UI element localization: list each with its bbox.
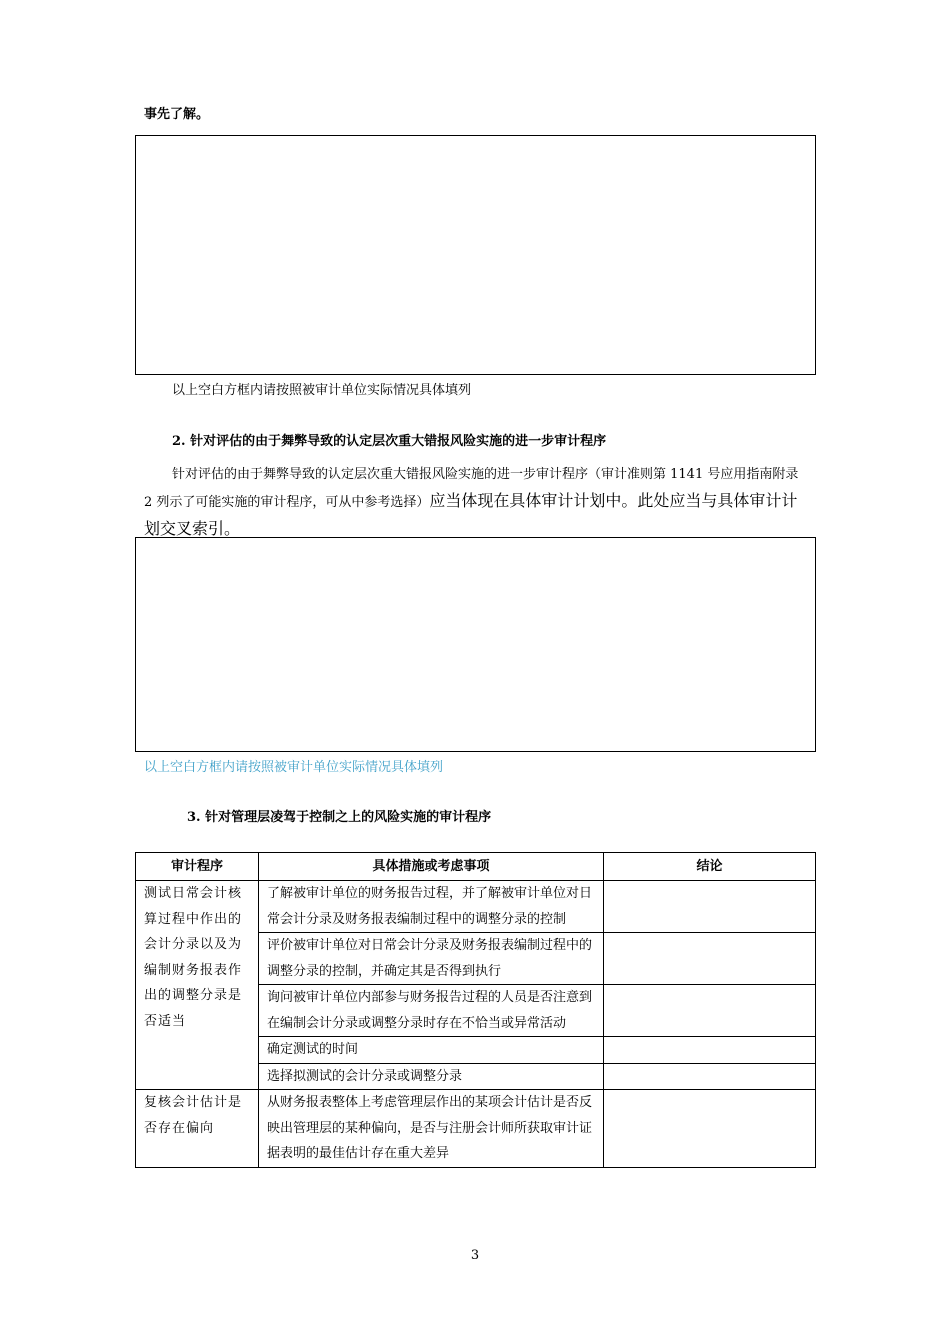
section-2-paragraph	[144, 462, 809, 544]
table-row	[136, 881, 816, 933]
table-header-row	[136, 853, 816, 881]
measure-cell: 确定测试的时间	[259, 1037, 604, 1064]
audit-procedure-table	[135, 852, 816, 1168]
section-2-heading: 2. 针对评估的由于舞弊导致的认定层次重大错报风险实施的进一步审计程序	[172, 434, 607, 449]
conclusion-cell[interactable]	[604, 1090, 816, 1168]
measure-cell: 询问被审计单位内部参与财务报告过程的人员是否注意到在编制会计分录或调整分录时存在不恰当或异常活动	[259, 985, 604, 1037]
procedure-cell-2: 复核会计估计是否存在偏向	[136, 1090, 259, 1168]
section-3-heading: 3. 针对管理层凌驾于控制之上的风险实施的审计程序	[187, 810, 492, 825]
blank-fill-box-1[interactable]	[135, 135, 816, 375]
conclusion-cell[interactable]	[604, 985, 816, 1037]
section-2-paragraph-small: 针对评估的由于舞弊导致的认定层次重大错报风险实施的进一步审计程序（审计准则第 1141 号应用指南附录 2 列示了可能实施的审计程序，可从中参考选择）	[144, 467, 799, 510]
conclusion-cell[interactable]	[604, 1037, 816, 1064]
box-note-2: 以上空白方框内请按照被审计单位实际情况具体填列	[144, 760, 444, 775]
box-note-1: 以上空白方框内请按照被审计单位实际情况具体填列	[172, 383, 472, 398]
conclusion-cell[interactable]	[604, 933, 816, 985]
measure-cell: 评价被审计单位对日常会计分录及财务报表编制过程中的调整分录的控制，并确定其是否得到执行	[259, 933, 604, 985]
section-2-paragraph-large: 应当体现在具体审计计划中。此处应当与具体审计计划交叉索引。	[144, 491, 798, 538]
measure-cell: 选择拟测试的会计分录或调整分录	[259, 1063, 604, 1090]
conclusion-cell[interactable]	[604, 1063, 816, 1090]
conclusion-cell[interactable]	[604, 881, 816, 933]
blank-fill-box-2[interactable]	[135, 537, 816, 752]
table-row	[136, 1090, 816, 1168]
measure-cell: 了解被审计单位的财务报告过程，并了解被审计单位对日常会计分录及财务报表编制过程中的调整分录的控制	[259, 881, 604, 933]
header-conclusion: 结论	[604, 853, 816, 881]
header-measures: 具体措施或考虑事项	[259, 853, 604, 881]
procedure-cell-1: 测试日常会计核算过程中作出的会计分录以及为编制财务报表作出的调整分录是否适当	[136, 881, 259, 1090]
lead-text: 事先了解。	[144, 107, 210, 122]
page-number: 3	[470, 1248, 480, 1263]
header-procedure: 审计程序	[136, 853, 259, 881]
measure-cell: 从财务报表整体上考虑管理层作出的某项会计估计是否反映出管理层的某种偏向，是否与注册会计师所获取审计证据表明的最佳估计存在重大差异	[259, 1090, 604, 1168]
